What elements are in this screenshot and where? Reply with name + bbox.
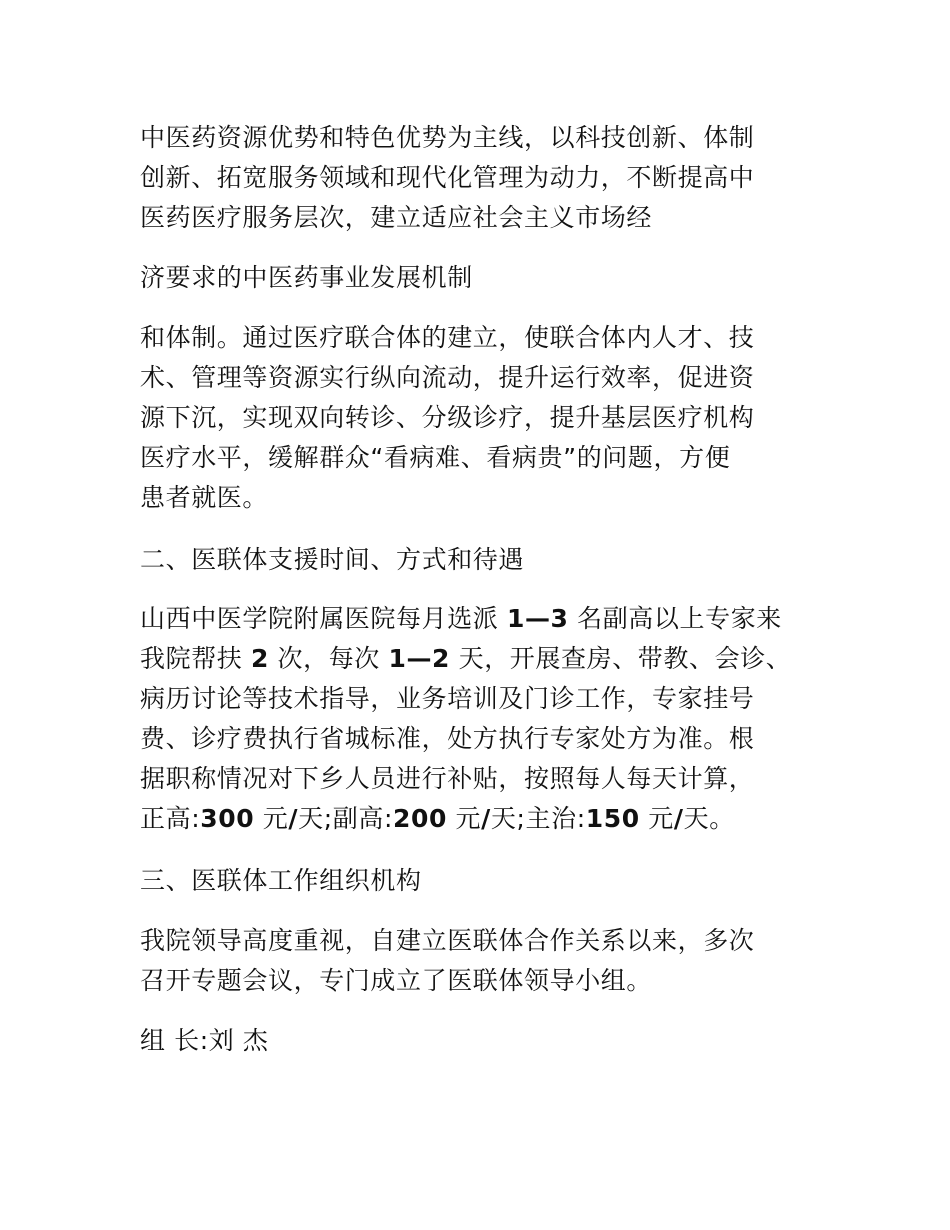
text-line: 我院帮扶 2 次，每次 1—2 天，开展查房、带教、会诊、 [140, 644, 792, 673]
text-line: 患者就医。 [140, 483, 269, 512]
text-line: 山西中医学院附属医院每月选派 1—3 名副高以上专家来 [140, 604, 782, 633]
leader-line [140, 1021, 830, 1061]
text-line: 创新、拓宽服务领域和现代化管理为动力，不断提高中 [140, 163, 755, 192]
paragraph-mechanism [140, 258, 830, 298]
section-heading-support [140, 540, 830, 580]
text-line: 召开专题会议，专门成立了医联体领导小组。 [140, 966, 653, 995]
text-line: 费、诊疗费执行省城标准，处方执行专家处方为准。根 [140, 724, 755, 753]
text-line: 术、管理等资源实行纵向流动，提升运行效率，促进资 [140, 363, 755, 392]
paragraph-system [140, 318, 830, 518]
text-line: 济要求的中医药事业发展机制 [140, 263, 473, 292]
text-line: 我院领导高度重视，自建立医联体合作关系以来，多次 [140, 926, 755, 955]
text-line: 医药医疗服务层次，建立适应社会主义市场经 [140, 203, 653, 232]
heading-text: 二、医联体支援时间、方式和待遇 [140, 545, 525, 574]
heading-text: 三、医联体工作组织机构 [140, 866, 422, 895]
text-line: 病历讨论等技术指导，业务培训及门诊工作，专家挂号 [140, 684, 755, 713]
text-line: 源下沉，实现双向转诊、分级诊疗，提升基层医疗机构 [140, 403, 755, 432]
text-line: 中医药资源优势和特色优势为主线，以科技创新、体制 [140, 123, 755, 152]
text-line: 和体制。通过医疗联合体的建立，使联合体内人才、技 [140, 323, 755, 352]
paragraph-support-details [140, 599, 830, 839]
paragraph-intro [140, 118, 830, 238]
text-line: 组 长:刘 杰 [140, 1026, 269, 1055]
section-heading-organization [140, 861, 830, 901]
paragraph-leadership [140, 921, 830, 1001]
text-line: 据职称情况对下乡人员进行补贴，按照每人每天计算， [140, 764, 755, 793]
text-line: 医疗水平，缓解群众“看病难、看病贵”的问题，方便 [140, 443, 731, 472]
text-line-subsidy: 正高:300 元/天;副高:200 元/天;主治:150 元/天。 [140, 804, 735, 833]
